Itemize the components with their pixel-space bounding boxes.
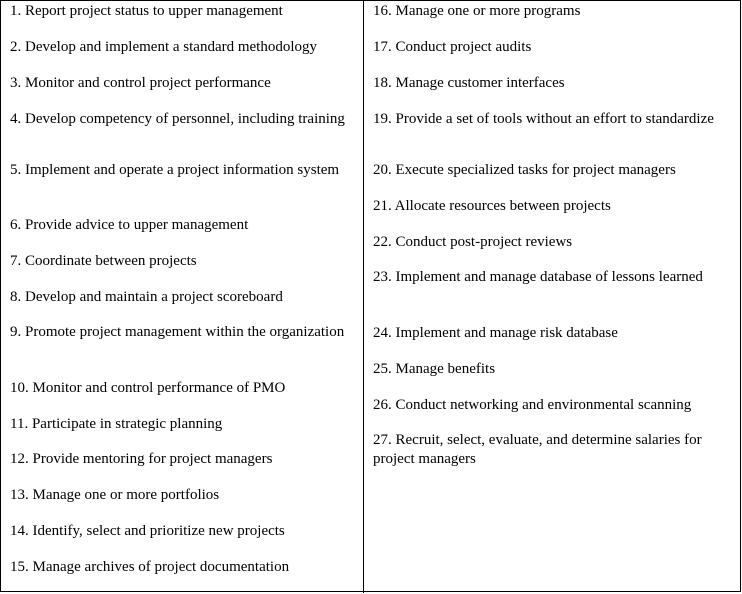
list-item: 26. Conduct networking and environmental scanning [373,397,692,413]
list-item: 21. Allocate resources between projects [373,198,611,214]
list-item: 17. Conduct project audits [373,39,532,55]
list-item: 2. Develop and implement a standard methodology [10,39,318,55]
list-item: 6. Provide advice to upper management [10,217,249,233]
list-item: 4. Develop competency of personnel, including training [10,111,345,127]
list-item: 25. Manage benefits [373,361,496,377]
list-item: 22. Conduct post-project reviews [373,234,573,250]
list-item: 16. Manage one or more programs [373,3,581,19]
list-item: 8. Develop and maintain a project scoreboard [10,289,283,305]
list-item: 7. Coordinate between projects [10,253,197,269]
list-item: 13. Manage one or more portfolios [10,487,220,503]
list-item: 27. Recruit, select, evaluate, and determine salaries for project managers [373,432,702,467]
list-item: 5. Implement and operate a project information system [10,162,340,178]
list-item: 20. Execute specialized tasks for project managers [373,162,676,178]
list-item: 10. Monitor and control performance of PMO [10,380,286,396]
list-item: 1. Report project status to upper management [10,3,283,19]
list-item: 9. Promote project management within the organization [10,324,345,340]
list-item: 18. Manage customer interfaces [373,75,565,91]
list-item: 14. Identify, select and prioritize new projects [10,523,285,539]
list-item: 11. Participate in strategic planning [10,416,223,432]
column-divider [363,1,364,593]
list-item: 23. Implement and manage database of lessons learned [373,269,703,285]
list-item: 12. Provide mentoring for project managers [10,451,273,467]
list-item: 15. Manage archives of project documentation [10,559,290,575]
list-item: 24. Implement and manage risk database [373,325,618,341]
list-item: 3. Monitor and control project performance [10,75,271,91]
list-item: 19. Provide a set of tools without an effort to standardize [373,111,714,127]
